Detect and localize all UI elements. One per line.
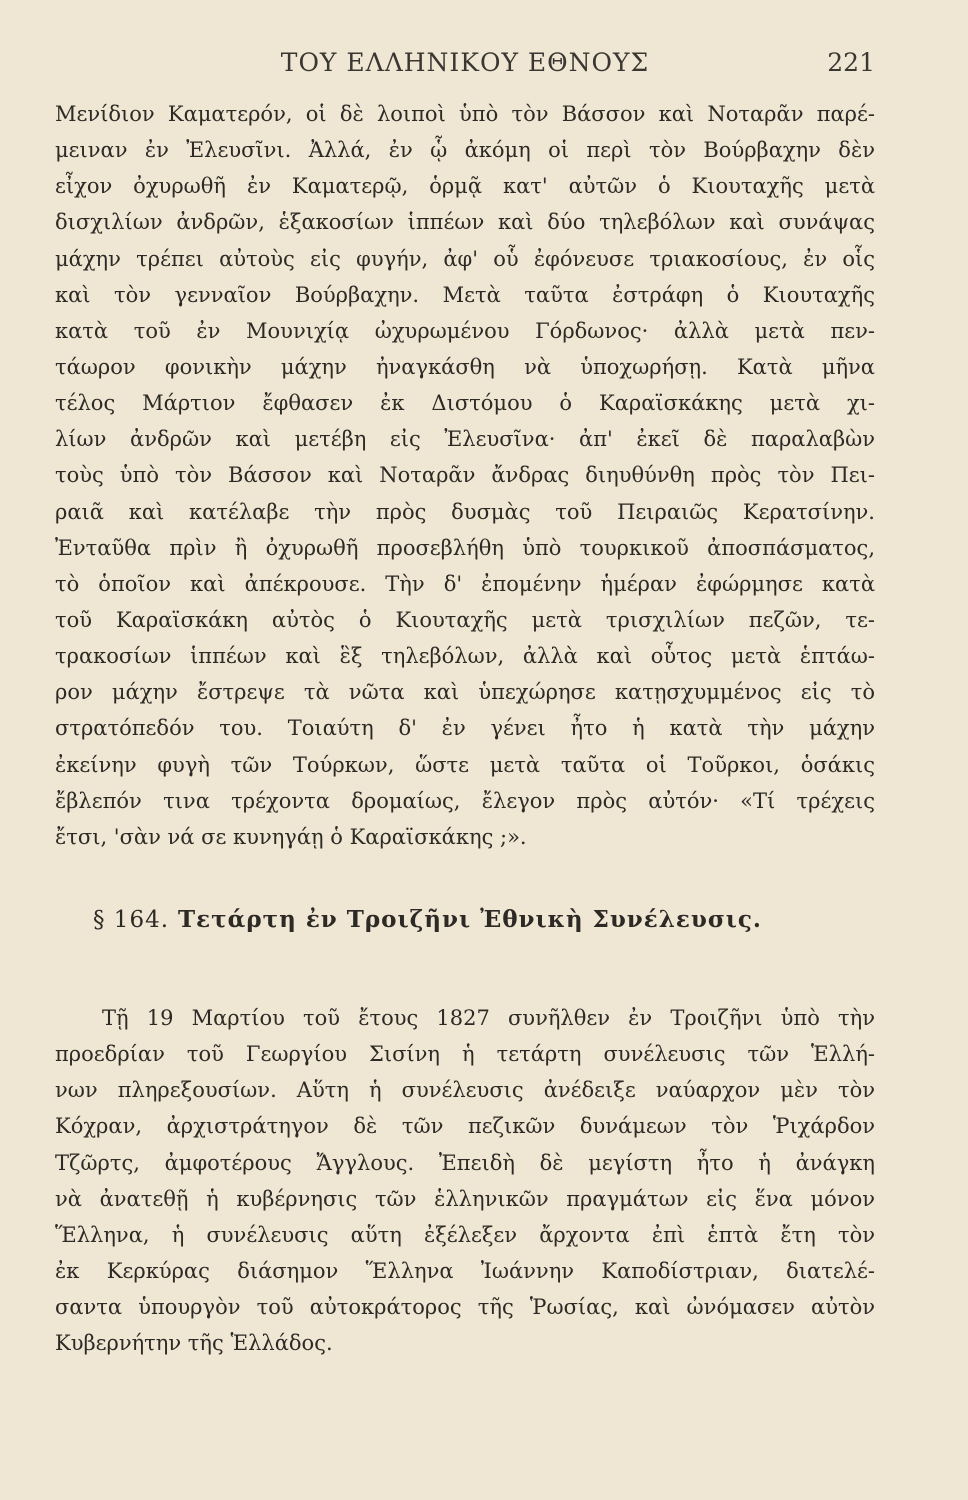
text-line: τρακοσίων ἱππέων καὶ ἓξ τηλεβόλων, ἀλλὰ καὶ οὗτος μετὰ ἑπτάω- bbox=[55, 644, 875, 669]
section-heading bbox=[93, 906, 873, 933]
text-line: σαντα ὑπουργὸν τοῦ αὐτοκράτορος τῆς Ῥωσίας, καὶ ὠνόμασεν αὐτὸν bbox=[55, 1295, 875, 1320]
text-line: τέλος Μάρτιον ἔφθασεν ἐκ Διστόμου ὁ Καραϊσκάκης μετὰ χι- bbox=[55, 391, 875, 416]
text-line: ἐκείνην φυγὴ τῶν Τούρκων, ὥστε μετὰ ταῦτα οἱ Τοῦρκοι, ὁσάκις bbox=[55, 752, 875, 777]
text-line: τοὺς ὑπὸ τὸν Βάσσον καὶ Νοταρᾶν ἄνδρας διηυθύνθη πρὸς τὸν Πει- bbox=[55, 463, 875, 488]
page-header bbox=[55, 48, 875, 88]
page-number: 221 bbox=[827, 48, 875, 77]
text-line: στρατόπεδόν του. Τοιαύτη δ' ἐν γένει ἦτο ἡ κατὰ τὴν μάχην bbox=[55, 716, 875, 741]
text-line: ἐκ Κερκύρας διάσημον Ἕλληνα Ἰωάννην Καποδίστριαν, διατελέ- bbox=[55, 1258, 875, 1283]
paragraph-continuation bbox=[55, 96, 875, 855]
text-line: ραιᾶ καὶ κατέλαβε τὴν πρὸς δυσμὰς τοῦ Πειραιῶς Κερατσίνην. bbox=[55, 499, 875, 524]
text-line: καὶ τὸν γενναῖον Βούρβαχην. Μετὰ ταῦτα ἐστράφη ὁ Κιουταχῆς bbox=[55, 282, 875, 307]
text-line: νὰ ἀνατεθῇ ἡ κυβέρνησις τῶν ἑλληνικῶν πραγμάτων εἰς ἕνα μόνον bbox=[55, 1186, 875, 1211]
text-line: δισχιλίων ἀνδρῶν, ἑξακοσίων ἱππέων καὶ δύο τηλεβόλων καὶ συνάψας bbox=[55, 210, 875, 235]
section-title: Τετάρτη ἐν Τροιζῆνι Ἐθνικὴ Συνέλευσις. bbox=[178, 906, 762, 933]
text-line: Κόχραν, ἀρχιστράτηγον δὲ τῶν πεζικῶν δυνάμεων τὸν Ῥιχάρδον bbox=[55, 1114, 875, 1139]
text-line: Τῇ 19 Μαρτίου τοῦ ἔτους 1827 συνῆλθεν ἐν Τροιζῆνι ὑπὸ τὴν bbox=[102, 1006, 875, 1030]
paragraph-section-164 bbox=[55, 1000, 875, 1361]
text-line: κατὰ τοῦ ἐν Μουνιχίᾳ ὠχυρωμένου Γόρδωνος· ἀλλὰ μετὰ πεν- bbox=[55, 318, 875, 343]
running-title: ΤΟΥ ΕΛΛΗΝΙΚΟΥ ΕΘΝΟΥΣ bbox=[280, 48, 650, 77]
text-line: Ἐνταῦθα πρὶν ἢ ὀχυρωθῆ προσεβλήθη ὑπὸ τουρκικοῦ ἀποσπάσματος, bbox=[55, 535, 875, 560]
text-line: τάωρον φονικὴν μάχην ἠναγκάσθη νὰ ὑποχωρήσῃ. Κατὰ μῆνα bbox=[55, 354, 875, 379]
text-line: Ἕλληνα, ἡ συνέλευσις αὕτη ἐξέλεξεν ἄρχοντα ἐπὶ ἑπτὰ ἔτη τὸν bbox=[55, 1222, 875, 1247]
text-line: Μενίδιον Καματερόν, οἱ δὲ λοιποὶ ὑπὸ τὸν Βάσσον καὶ Νοταρᾶν παρέ- bbox=[55, 102, 875, 126]
text-line: εἶχον ὀχυρωθῆ ἐν Καματερῷ, ὁρμᾷ κατ' αὐτῶν ὁ Κιουταχῆς μετὰ bbox=[55, 174, 875, 199]
section-number: § 164. bbox=[93, 907, 170, 933]
text-line: τοῦ Καραϊσκάκη αὐτὸς ὁ Κιουταχῆς μετὰ τρισχιλίων πεζῶν, τε- bbox=[55, 607, 875, 632]
text-line: ἔτσι, 'σὰν νά σε κυνηγάῃ ὁ Καραϊσκάκης ;». bbox=[55, 824, 527, 849]
text-line: νων πληρεξουσίων. Αὕτη ἡ συνέλευσις ἀνέδειξε ναύαρχον μὲν τὸν bbox=[55, 1078, 875, 1103]
text-line: ἔβλεπόν τινα τρέχοντα δρομαίως, ἔλεγον πρὸς αὐτόν· «Τί τρέχεις bbox=[55, 788, 875, 813]
text-line: προεδρίαν τοῦ Γεωργίου Σισίνη ἡ τετάρτη συνέλευσις τῶν Ἑλλή- bbox=[55, 1042, 875, 1067]
text-line: Κυβερνήτην τῆς Ἑλλάδος. bbox=[55, 1331, 333, 1356]
text-line: μειναν ἐν Ἐλευσῖνι. Ἀλλά, ἐν ᾧ ἀκόμη οἱ περὶ τὸν Βούρβαχην δὲν bbox=[55, 138, 875, 163]
text-line: μάχην τρέπει αὐτοὺς εἰς φυγήν, ἀφ' οὗ ἐφόνευσε τριακοσίους, ἐν οἷς bbox=[55, 246, 875, 271]
text-line: τὸ ὁποῖον καὶ ἀπέκρουσε. Τὴν δ' ἐπομένην ἡμέραν ἐφώρμησε κατὰ bbox=[55, 571, 875, 596]
text-line: Τζῶρτς, ἀμφοτέρους Ἄγγλους. Ἐπειδὴ δὲ μεγίστη ἦτο ἡ ἀνάγκη bbox=[55, 1150, 875, 1175]
text-line: λίων ἀνδρῶν καὶ μετέβη εἰς Ἐλευσῖνα· ἀπ' ἐκεῖ δὲ παραλαβὼν bbox=[55, 427, 875, 452]
text-line: ρον μάχην ἔστρεψε τὰ νῶτα καὶ ὑπεχώρησε κατῃσχυμμένος εἰς τὸ bbox=[55, 680, 875, 705]
